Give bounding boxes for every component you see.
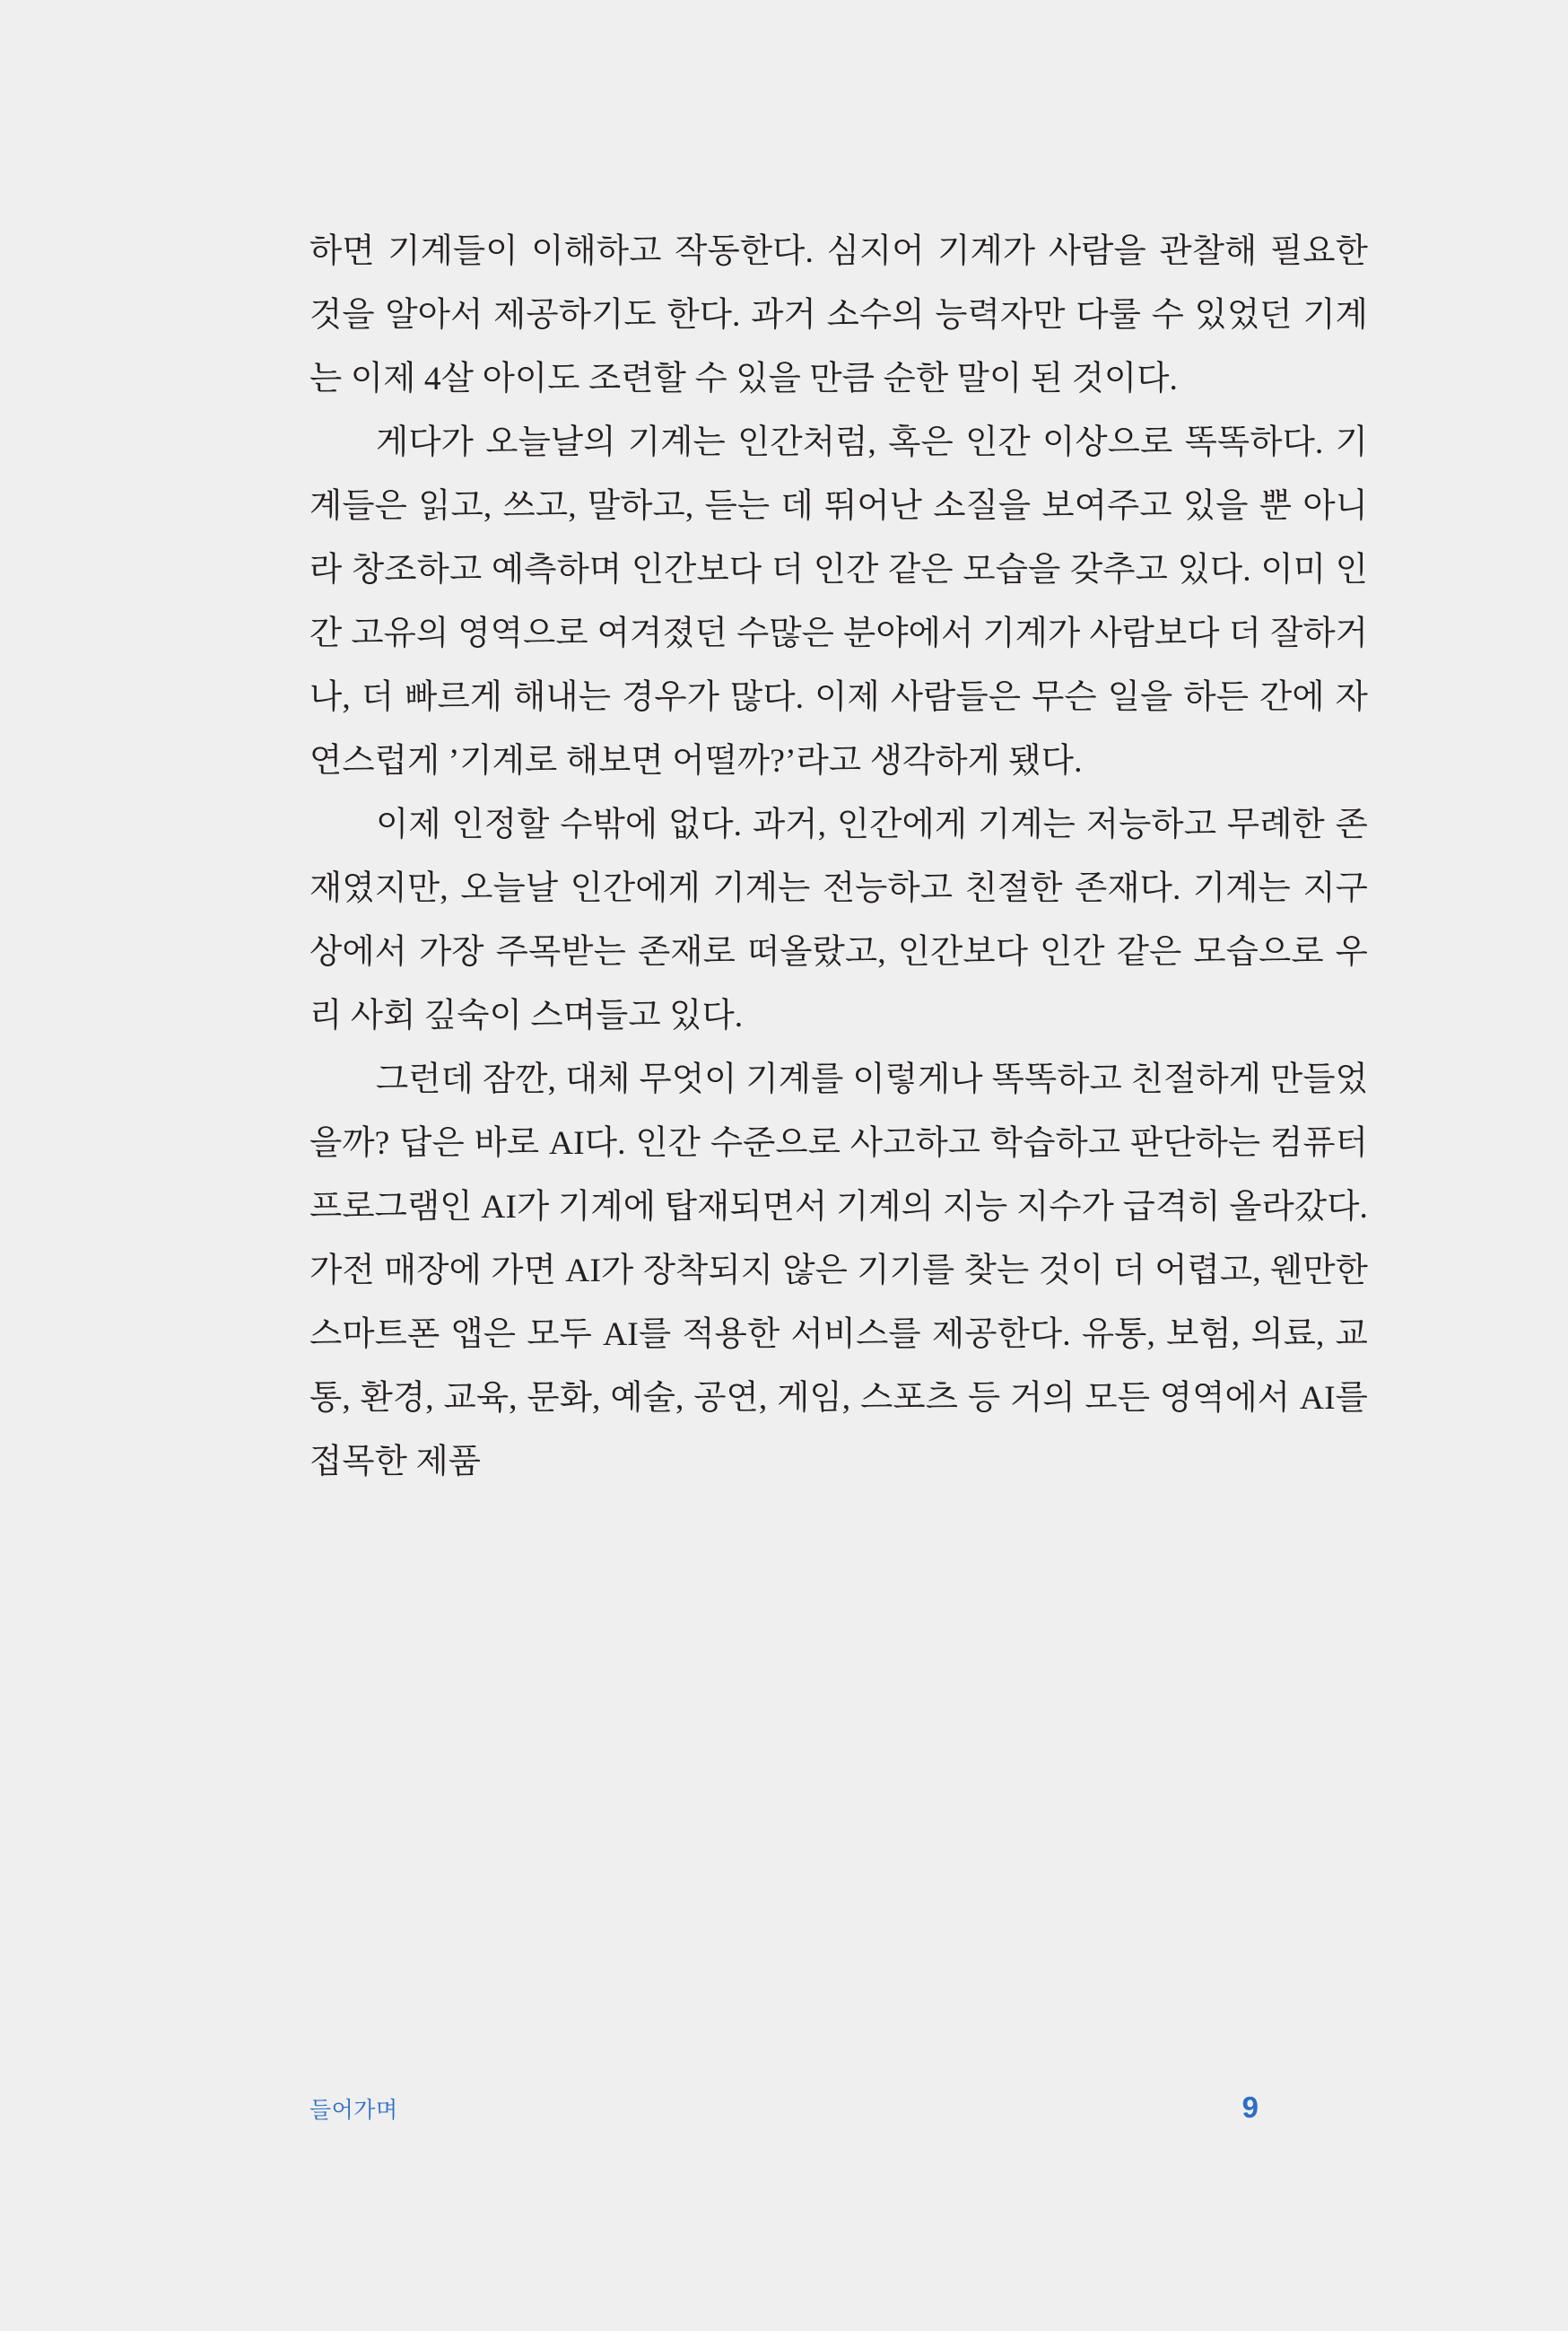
footer-section-label: 들어가며 [309,2099,398,2123]
page-footer [309,2091,1259,2125]
paragraph: 이제 인정할 수밖에 없다. 과거, 인간에게 기계는 저능하고 무례한 존재였지만, 오늘날 인간에게 기계는 전능하고 친절한 존재다. 기계는 지구상에서 가장 주목받는 존재로 떠올랐고, 인간보다 인간 같은 모습으로 우리 사회 깊숙이 스며들고 있다. [309,807,1368,1035]
footer-page-number: 9 [1241,2091,1259,2124]
body-text-column [309,220,1368,1494]
paragraph: 하면 기계들이 이해하고 작동한다. 심지어 기계가 사람을 관찰해 필요한 것을 알아서 제공하기도 한다. 과거 소수의 능력자만 다룰 수 있었던 기계는 이제 4살 아이도 조련할 수 있을 만큼 순한 말이 된 것이다. [309,233,1368,397]
paragraph: 그런데 잠깐, 대체 무엇이 기계를 이렇게나 똑똑하고 친절하게 만들었을까? 답은 바로 AI다. 인간 수준으로 사고하고 학습하고 판단하는 컴퓨터 프로그램인 AI가 기계에 탑재되면서 기계의 지능 지수가 급격히 올라갔다. 가전 매장에 가면 AI가 장착되지 않은 기기를 찾는 것이 더 어렵고, 웬만한 스마트폰 앱은 모두 AI를 적용한 서비스를 제공한다. 유통, 보험, 의료, 교통, 환경, 교육, 문화, 예술, 공연, 게임, 스포츠 등 거의 모든 영역에서 AI를 접목한 제품 [309,1061,1368,1480]
paragraph: 게다가 오늘날의 기계는 인간처럼, 혹은 인간 이상으로 똑똑하다. 기계들은 읽고, 쓰고, 말하고, 듣는 데 뛰어난 소질을 보여주고 있을 뿐 아니라 창조하고 예측하며 인간보다 더 인간 같은 모습을 갖추고 있다. 이미 인간 고유의 영역으로 여겨졌던 수많은 분야에서 기계가 사람보다 더 잘하거나, 더 빠르게 해내는 경우가 많다. 이제 사람들은 무슨 일을 하든 간에 자연스럽게 ’기계로 해보면 어떨까?’라고 생각하게 됐다. [309,424,1368,780]
